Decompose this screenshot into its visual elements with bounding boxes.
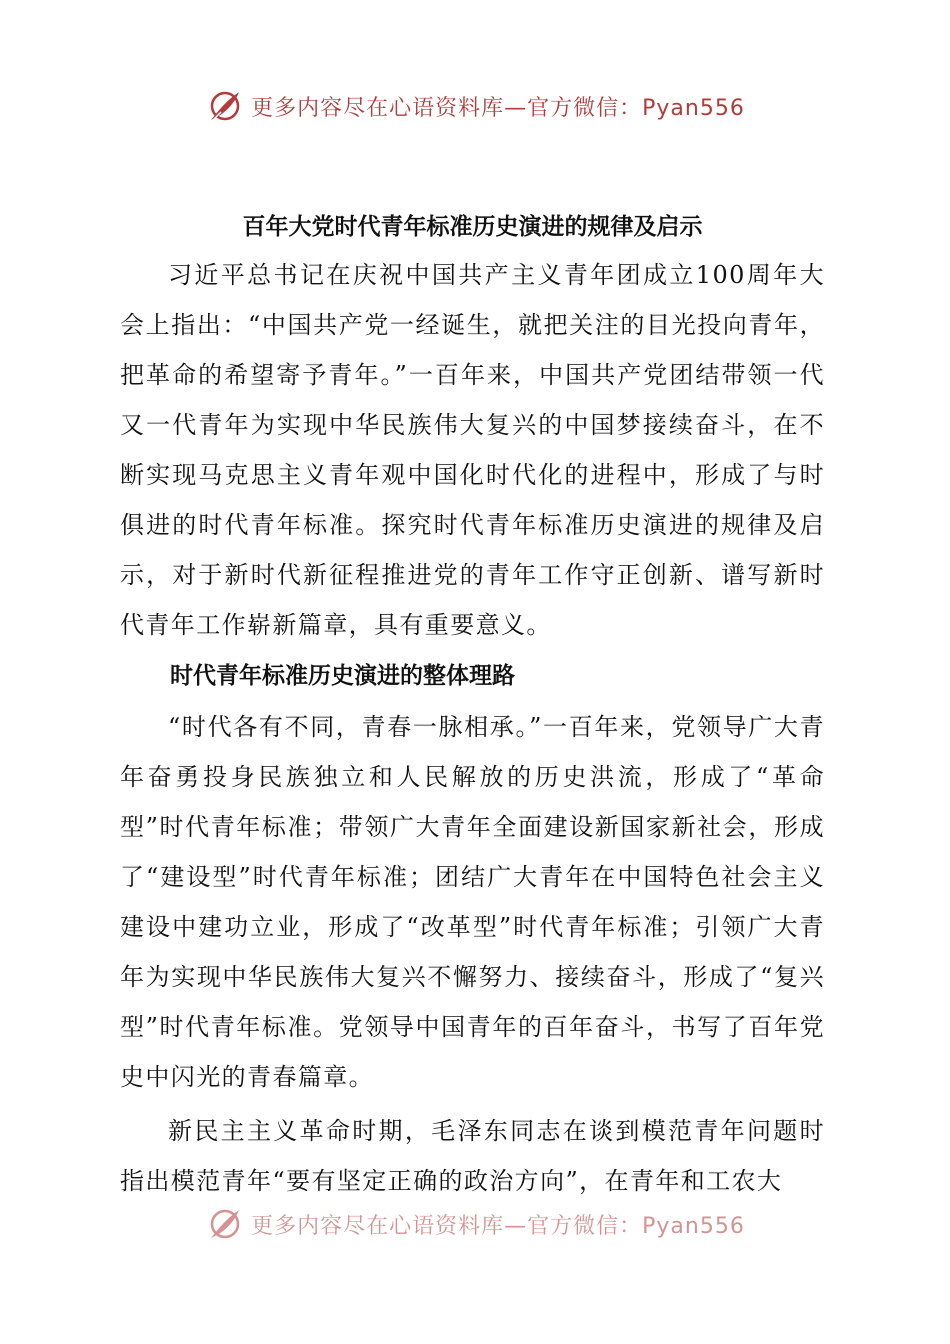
watermark-text: 更多内容尽在心语资料库—官方微信：Pyan556 — [251, 95, 745, 121]
document-title: 百年大党时代青年标准历史演进的规律及启示 — [242, 213, 703, 240]
quill-logo-icon — [205, 86, 245, 126]
watermark-header — [0, 86, 950, 126]
section-heading: 时代青年标准历史演进的整体理路 — [170, 662, 515, 689]
document-body — [120, 204, 825, 1206]
watermark-footer — [0, 1204, 950, 1244]
intro-paragraph: 习近平总书记在庆祝中国共产主义青年团成立100周年大会上指出：“中国共产党一经诞生，就把关注的目光投向青年，把革命的希望寄予青年。”一百年来，中国共产党团结带领一代又一代青年为实现中华民族伟大复兴的中国梦接续奋斗，在不断实现马克思主义青年观中国化时代化的进程中，形成了与时俱进的时代青年标准。探究时代青年标准历史演进的规律及启示，对于新时代新征程推进党的青年工作守正创新、谱写新时代青年工作崭新篇章，具有重要意义。 — [120, 261, 825, 639]
section-paragraph: 新民主主义革命时期，毛泽东同志在谈到模范青年问题时指出模范青年“要有坚定正确的政治方向”，在青年和工农大 — [120, 1117, 825, 1195]
quill-logo-icon — [205, 1204, 245, 1244]
section-paragraph: “时代各有不同，青春一脉相承。”一百年来，党领导广大青年奋勇投身民族独立和人民解放的历史洪流，形成了“革命型”时代青年标准；带领广大青年全面建设新国家新社会，形成了“建设型”时代青年标准；团结广大青年在中国特色社会主义建设中建功立业，形成了“改革型”时代青年标准；引领广大青年为实现中华民族伟大复兴不懈努力、接续奋斗，形成了“复兴型”时代青年标准。党领导中国青年的百年奋斗，书写了百年党史中闪光的青春篇章。 — [120, 713, 825, 1091]
watermark-text: 更多内容尽在心语资料库—官方微信：Pyan556 — [251, 1213, 745, 1239]
